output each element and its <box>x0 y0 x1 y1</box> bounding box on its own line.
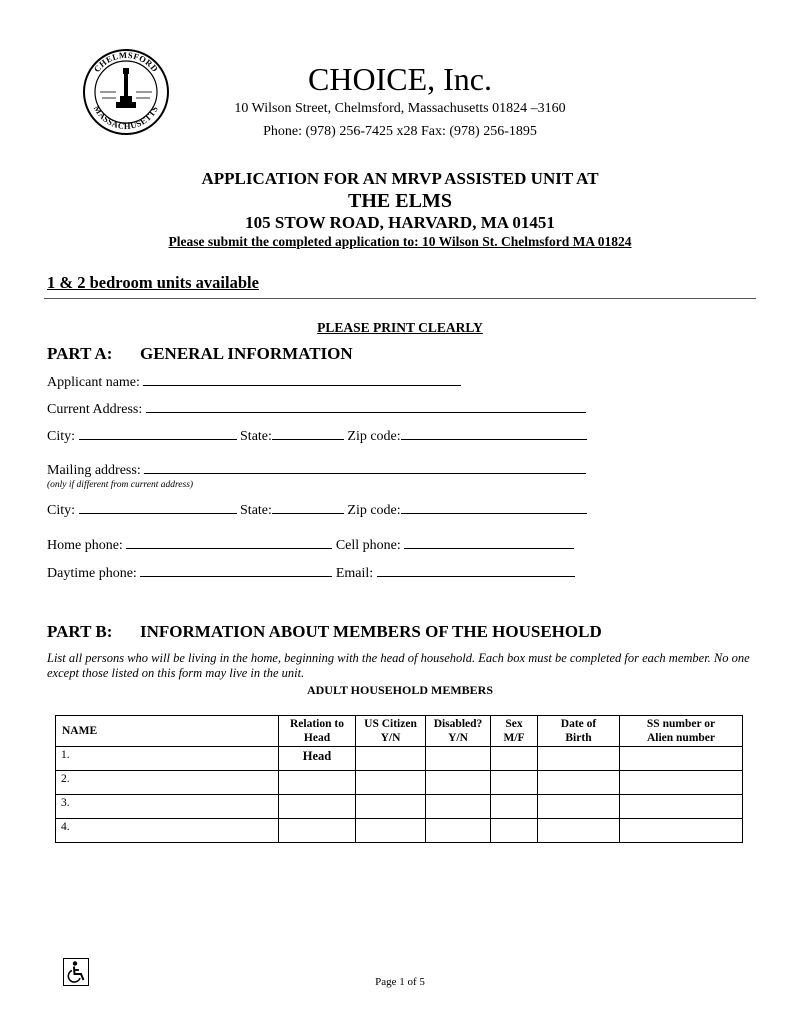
member-name-cell[interactable]: 3. <box>56 795 279 819</box>
cell-phone-field[interactable] <box>404 536 574 549</box>
city-state-zip-row-1 <box>47 427 587 445</box>
sex-cell[interactable] <box>491 747 538 771</box>
state-field[interactable] <box>272 427 344 440</box>
zip-field[interactable] <box>401 427 587 440</box>
property-name: THE ELMS <box>348 190 452 212</box>
table-row <box>56 771 743 795</box>
org-address: 10 Wilson Street, Chelmsford, Massachusetts 01824 –3160 <box>234 101 566 116</box>
dob-cell[interactable] <box>538 771 620 795</box>
wheelchair-icon <box>63 958 89 986</box>
dob-cell[interactable] <box>538 747 620 771</box>
dob-cell[interactable] <box>538 819 620 843</box>
mailing-address-label: Mailing address: <box>47 463 141 478</box>
citizen-cell[interactable] <box>356 795 426 819</box>
household-members-table <box>55 715 743 843</box>
relation-cell[interactable] <box>279 795 356 819</box>
property-address: 105 STOW ROAD, HARVARD, MA 01451 <box>245 213 555 232</box>
mailing-address-note: (only if different from current address) <box>47 480 194 490</box>
zip-label: Zip code: <box>347 503 401 518</box>
current-address-label: Current Address: <box>47 402 143 417</box>
submit-instructions: Please submit the completed application to: 10 Wilson St. Chelmsford MA 01824 <box>168 234 632 249</box>
email-label: Email: <box>335 566 374 581</box>
city-state-zip-row-2 <box>47 501 587 519</box>
disabled-cell[interactable] <box>426 795 491 819</box>
column-header-citizen: US Citizen Y/N <box>356 716 426 747</box>
part-b-heading <box>47 622 602 642</box>
column-header-sex: Sex M/F <box>491 716 538 747</box>
part-a-label: PART A: <box>47 344 113 363</box>
cell-phone-label: Cell phone: <box>335 538 401 553</box>
application-title: APPLICATION FOR AN MRVP ASSISTED UNIT AT <box>201 169 599 188</box>
mailing-zip-field[interactable] <box>401 501 587 514</box>
dob-cell[interactable] <box>538 795 620 819</box>
svg-text:CHELMSFORD: CHELMSFORD <box>91 49 161 75</box>
applicant-name-label: Applicant name: <box>47 375 140 390</box>
citizen-cell[interactable] <box>356 819 426 843</box>
member-name-cell[interactable]: 2. <box>56 771 279 795</box>
mailing-address-row <box>47 461 586 479</box>
table-row <box>56 795 743 819</box>
table-row <box>56 819 743 843</box>
ss-number-cell[interactable] <box>620 819 743 843</box>
state-label: State: <box>240 503 272 518</box>
zip-label: Zip code: <box>347 429 401 444</box>
page-number: Page 1 of 5 <box>375 976 425 988</box>
column-header-disabled: Disabled? Y/N <box>426 716 491 747</box>
part-a-title: GENERAL INFORMATION <box>140 344 353 363</box>
state-label: State: <box>240 429 272 444</box>
citizen-cell[interactable] <box>356 771 426 795</box>
member-name-cell[interactable]: 1. <box>56 747 279 771</box>
ss-number-cell[interactable] <box>620 747 743 771</box>
sex-cell[interactable] <box>491 819 538 843</box>
applicant-name-row <box>47 373 461 391</box>
citizen-cell[interactable] <box>356 747 426 771</box>
org-phone-line: Phone: (978) 256-7425 x28 Fax: (978) 256-1895 <box>263 124 537 139</box>
daytime-email-row <box>47 564 575 582</box>
sex-cell[interactable] <box>491 771 538 795</box>
chelmsford-seal-logo <box>82 48 170 136</box>
household-instructions: List all persons who will be living in the home, beginning with the head of household. Each box must be completed for each member. No one except those listed on this form may live in the unit. <box>47 651 750 680</box>
column-header-dob: Date of Birth <box>538 716 620 747</box>
daytime-phone-label: Daytime phone: <box>47 566 137 581</box>
disabled-cell[interactable] <box>426 819 491 843</box>
availability-heading: 1 & 2 bedroom units available <box>47 273 259 292</box>
relation-cell[interactable] <box>279 819 356 843</box>
mailing-address-field[interactable] <box>144 461 586 474</box>
daytime-phone-field[interactable] <box>140 564 332 577</box>
home-phone-label: Home phone: <box>47 538 123 553</box>
city-label: City: <box>47 503 76 518</box>
svg-text:MASSACHUSETTS: MASSACHUSETTS <box>91 103 161 132</box>
current-address-row <box>47 400 586 418</box>
column-header-name: NAME <box>56 716 279 747</box>
mailing-state-field[interactable] <box>272 501 344 514</box>
print-clearly-notice: PLEASE PRINT CLEARLY <box>317 320 483 335</box>
home-phone-field[interactable] <box>126 536 332 549</box>
phone-row <box>47 536 574 554</box>
ss-number-cell[interactable] <box>620 771 743 795</box>
part-b-label: PART B: <box>47 622 113 641</box>
city-field[interactable] <box>79 427 237 440</box>
current-address-field[interactable] <box>146 400 586 413</box>
applicant-name-field[interactable] <box>143 373 461 386</box>
sex-cell[interactable] <box>491 795 538 819</box>
column-header-relation: Relation to Head <box>279 716 356 747</box>
disabled-cell[interactable] <box>426 771 491 795</box>
part-b-title: INFORMATION ABOUT MEMBERS OF THE HOUSEHOLD <box>140 622 602 641</box>
mailing-city-field[interactable] <box>79 501 237 514</box>
email-field[interactable] <box>377 564 575 577</box>
part-a-heading <box>47 344 353 364</box>
table-header-row <box>56 716 743 747</box>
horizontal-divider <box>44 298 756 299</box>
member-name-cell[interactable]: 4. <box>56 819 279 843</box>
adult-members-caption: ADULT HOUSEHOLD MEMBERS <box>306 683 494 697</box>
disabled-cell[interactable] <box>426 747 491 771</box>
org-name: CHOICE, Inc. <box>308 61 492 97</box>
city-label: City: <box>47 429 76 444</box>
relation-cell[interactable] <box>279 771 356 795</box>
column-header-ss-number: SS number or Alien number <box>620 716 743 747</box>
table-row <box>56 747 743 771</box>
ss-number-cell[interactable] <box>620 795 743 819</box>
relation-cell: Head <box>279 747 356 771</box>
